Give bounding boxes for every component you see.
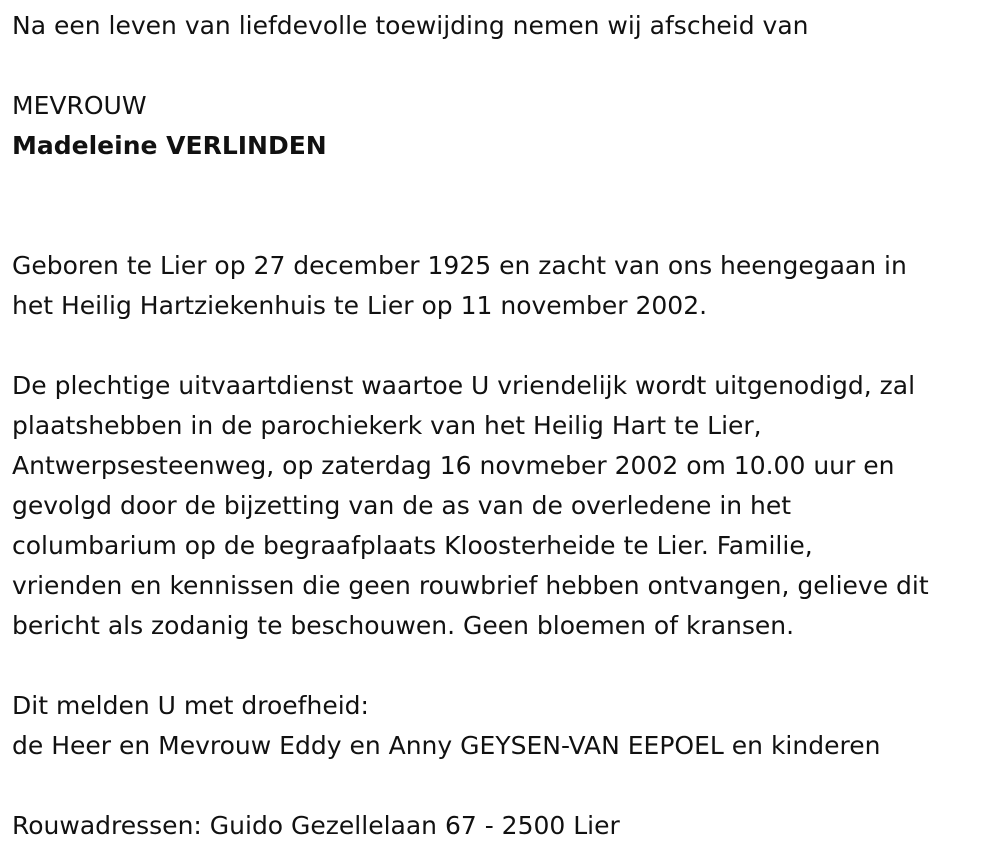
intro-text: Na een leven van liefdevolle toewijding nemen wij afscheid van [12,11,809,40]
deceased-heading [12,86,992,166]
service-line: vrienden en kennissen die geen rouwbrief hebben ontvangen, gelieve dit [12,571,929,600]
spacer [12,766,992,806]
service-paragraph [12,366,992,646]
spacer [12,206,992,246]
mourning-address: Rouwadressen: Guido Gezellelaan 67 - 2500 Lier [12,811,620,840]
birth-death-paragraph [12,246,992,326]
salutation: MEVROUW [12,91,147,120]
address-paragraph [12,806,992,846]
service-line: De plechtige uitvaartdienst waartoe U vriendelijk wordt uitgenodigd, zal [12,371,916,400]
birth-death-line: Geboren te Lier op 27 december 1925 en zacht van ons heengegaan in [12,251,907,280]
service-line: plaatshebben in de parochiekerk van het Heilig Hart te Lier, [12,411,762,440]
announcement-line: de Heer en Mevrouw Eddy en Anny GEYSEN-VAN EEPOEL en kinderen [12,731,881,760]
intro-paragraph [12,6,992,46]
obituary-notice [12,0,992,846]
birth-death-line: het Heilig Hartziekenhuis te Lier op 11 november 2002. [12,291,708,320]
spacer [12,166,992,206]
service-line: Antwerpsesteenweg, op zaterdag 16 novmeber 2002 om 10.00 uur en [12,451,895,480]
announcement-paragraph [12,686,992,766]
service-line: gevolgd door de bijzetting van de as van de overledene in het [12,491,792,520]
deceased-name: Madeleine VERLINDEN [12,131,327,160]
spacer [12,326,992,366]
spacer [12,46,992,86]
spacer [12,646,992,686]
service-line: columbarium op de begraafplaats Kloosterheide te Lier. Familie, [12,531,813,560]
service-line: bericht als zodanig te beschouwen. Geen bloemen of kransen. [12,611,795,640]
announcement-line: Dit melden U met droefheid: [12,691,369,720]
